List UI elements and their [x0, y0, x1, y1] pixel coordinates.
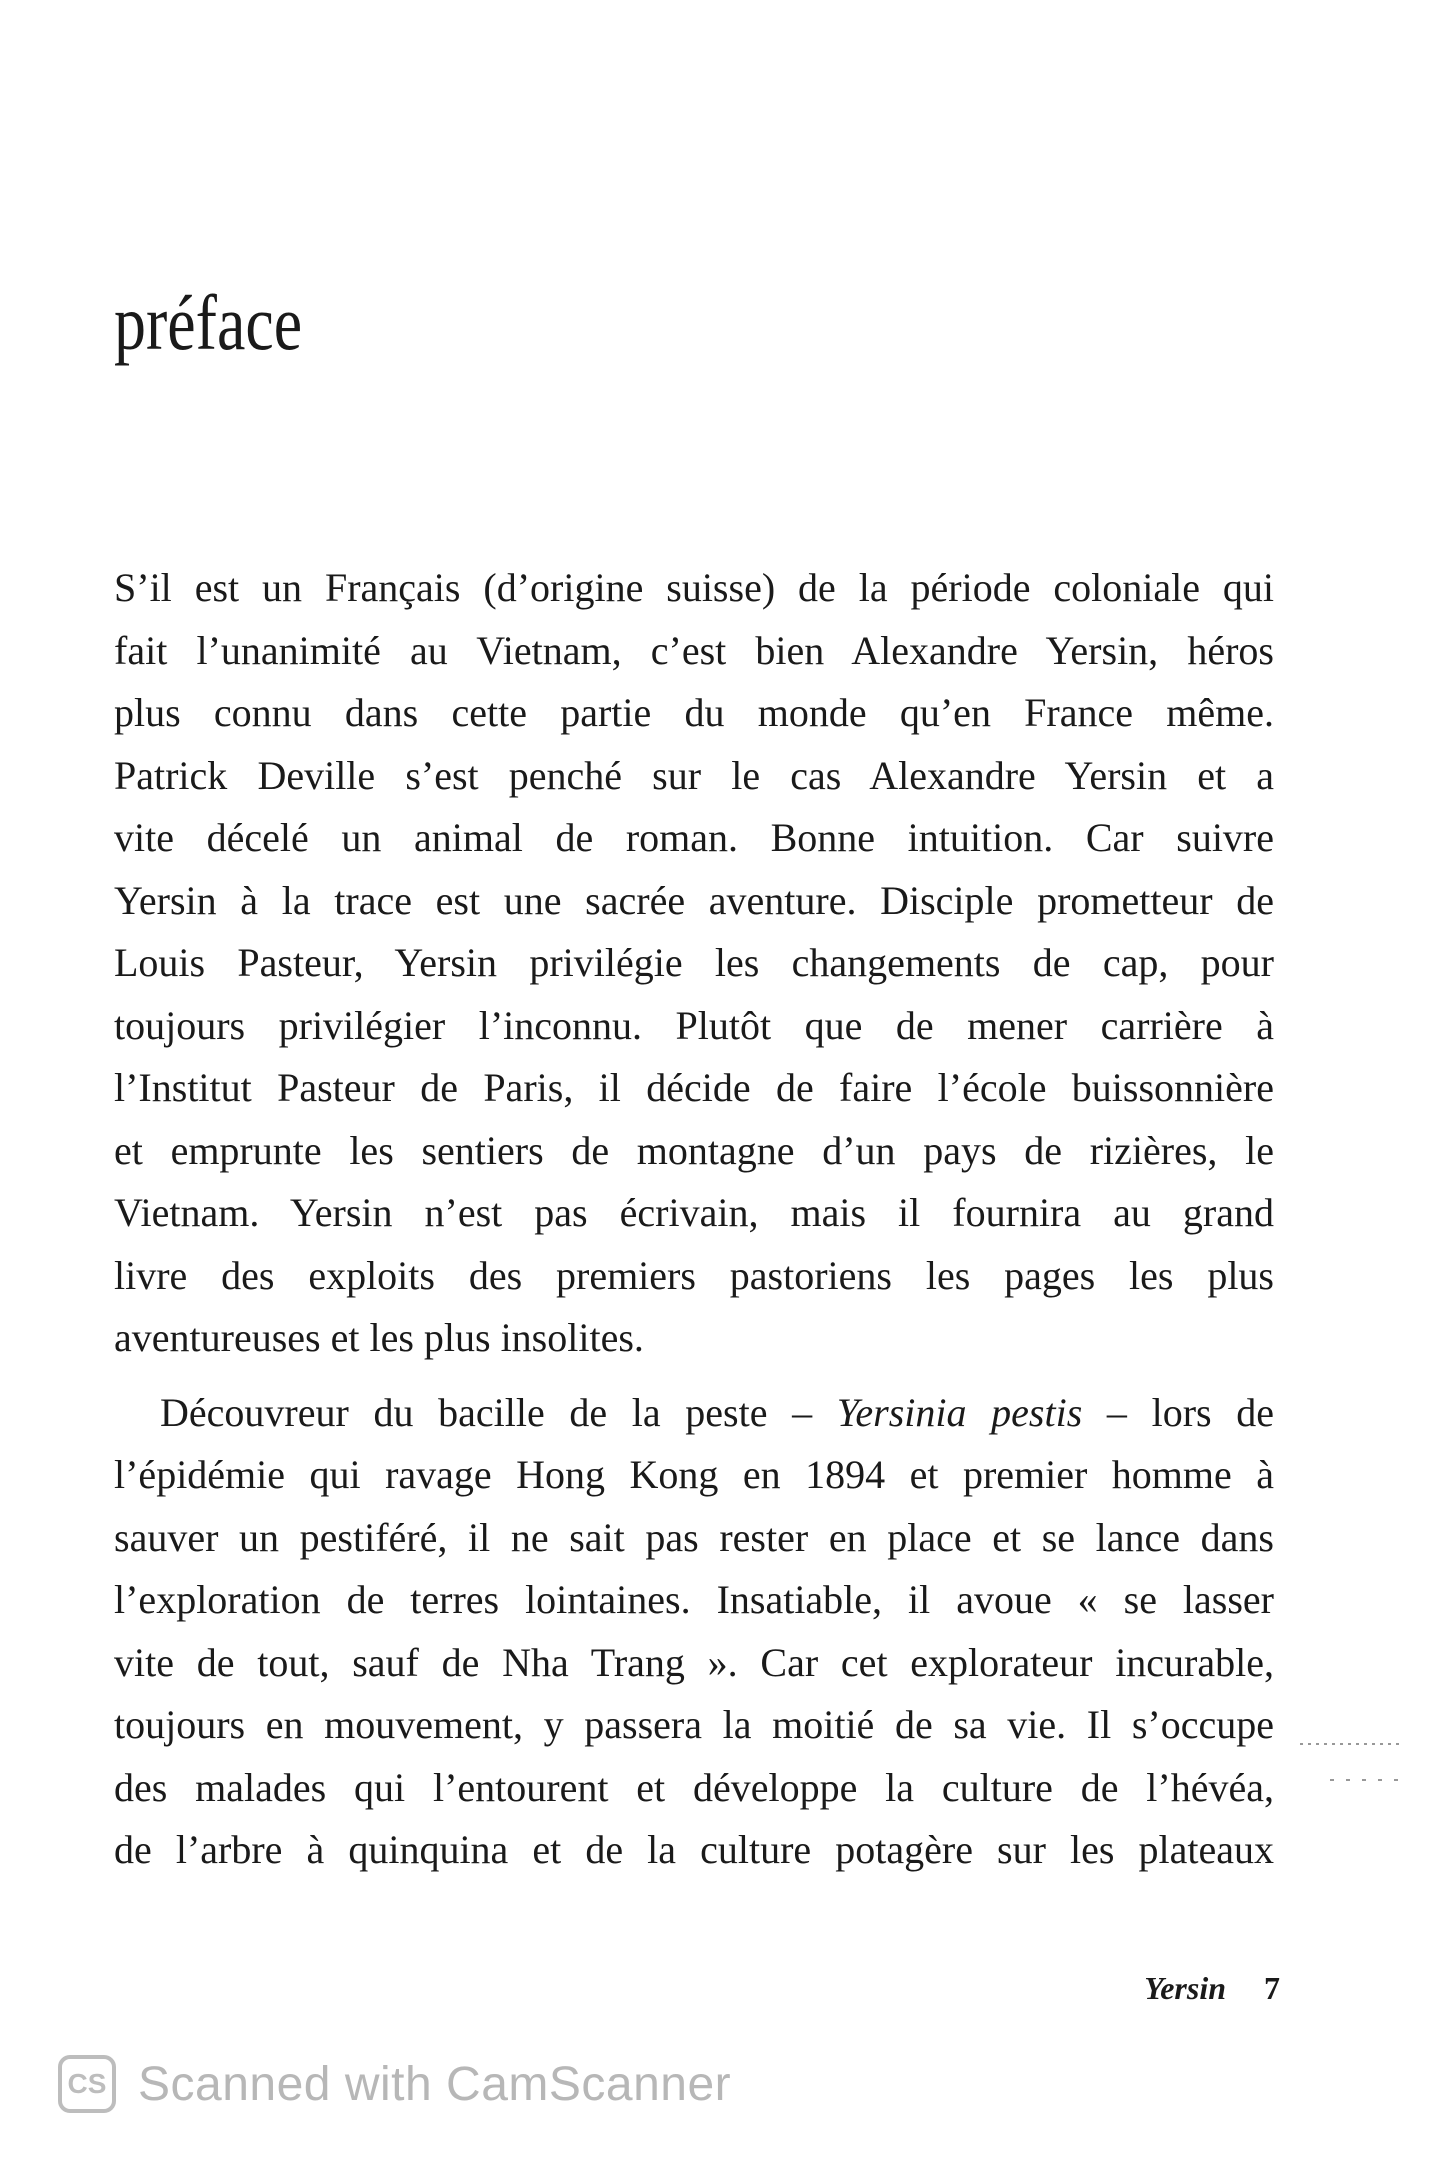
camscanner-watermark: [58, 2055, 731, 2113]
running-title: Yersin: [1144, 1970, 1226, 2006]
text-line: Yersin à la trace est une sacrée aventure. Disciple prometteur de: [114, 877, 1274, 923]
page-title: préface: [114, 279, 303, 366]
text-line: aventureuses et les plus insolites.: [114, 1315, 644, 1360]
text-line: sauver un pestiféré, il ne sait pas rester en place et se lance dans: [114, 1514, 1274, 1560]
page-footer: [1144, 1970, 1280, 2007]
paragraph-2: [114, 1382, 1274, 1882]
margin-marks-decoration: [1300, 1740, 1400, 1790]
text-line: Vietnam. Yersin n’est pas écrivain, mais il fournira au grand: [114, 1190, 1274, 1235]
text-segment: – lors de: [1082, 1389, 1274, 1435]
text-line: plus connu dans cette partie du monde qu’en France même.: [114, 690, 1274, 735]
text-line: vite décelé un animal de roman. Bonne intuition. Car suivre: [114, 815, 1274, 860]
text-segment: Découvreur du bacille de la peste –: [160, 1389, 837, 1435]
text-line: Patrick Deville s’est penché sur le cas Alexandre Yersin et a: [114, 752, 1274, 798]
text-line: l’Institut Pasteur de Paris, il décide de faire l’école buissonnière: [114, 1065, 1274, 1110]
camscanner-logo-icon: CS: [58, 2055, 116, 2113]
text-line: toujours en mouvement, y passera la moitié de sa vie. Il s’occupe: [114, 1702, 1274, 1747]
text-line: l’exploration de terres lointaines. Insatiable, il avoue « se lasser: [114, 1577, 1274, 1622]
text-line: de l’arbre à quinquina et de la culture potagère sur les plateaux: [114, 1827, 1274, 1872]
body-text: [114, 557, 1274, 1882]
text-line: [114, 1382, 1274, 1445]
text-line: toujours privilégier l’inconnu. Plutôt que de mener carrière à: [114, 1002, 1274, 1048]
watermark-text: Scanned with CamScanner: [138, 2057, 732, 2111]
text-line: et emprunte les sentiers de montagne d’un pays de rizières, le: [114, 1127, 1274, 1173]
text-line: S’il est un Français (d’origine suisse) de la période coloniale qui: [114, 565, 1274, 610]
text-line: Louis Pasteur, Yersin privilégie les changements de cap, pour: [114, 940, 1274, 985]
text-line: vite de tout, sauf de Nha Trang ». Car cet explorateur incurable,: [114, 1639, 1274, 1685]
page-number: 7: [1264, 1970, 1280, 2006]
text-line: fait l’unanimité au Vietnam, c’est bien Alexandre Yersin, héros: [114, 627, 1274, 673]
italic-term: Yersinia pestis: [836, 1389, 1083, 1435]
text-line: des malades qui l’entourent et développe la culture de l’hévéa,: [114, 1764, 1274, 1810]
paragraph-1: [114, 557, 1274, 1370]
text-line: livre des exploits des premiers pastoriens les pages les plus: [114, 1252, 1274, 1298]
text-line: l’épidémie qui ravage Hong Kong en 1894 et premier homme à: [114, 1452, 1274, 1497]
